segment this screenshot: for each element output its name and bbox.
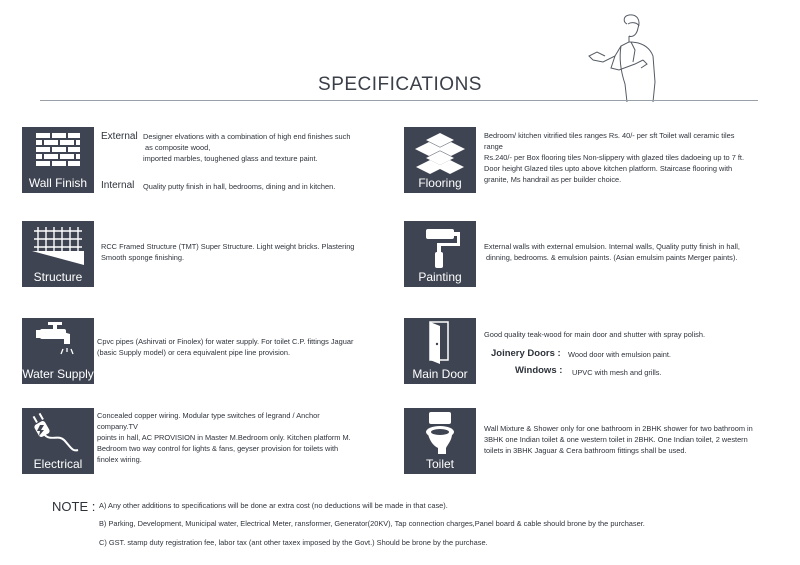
flooring-text: Bedroom/ kitchen vitrified tiles ranges Rs. 40/- per sft Toilet wall ceramic tiles range Rs.240/- per Box flooring tiles Non-slippery with glazed tiles dadoeing up to 7 ft. Door height Glazed tiles upto above kitchen platform. Staircase flooring with granite, Ms handrail as per builder choice. xyxy=(484,131,745,184)
main-door-caption: Main Door xyxy=(412,367,468,381)
main-door-text: Good quality teak-wood for main door and shutter with spray polish. xyxy=(484,330,706,339)
electrical-tile xyxy=(22,408,94,474)
structure-tile xyxy=(22,221,94,287)
wall-finish-caption: Wall Finish xyxy=(28,176,88,190)
toilet-tile xyxy=(404,408,476,474)
note-a: A) Any other additions to specifications will be done ar extra cost (no deductions will be made in that case). xyxy=(99,501,448,510)
windows-text: UPVC with mesh and grills. xyxy=(572,368,662,377)
water-supply-text: Cpvc pipes (Ashirvati or Finolex) for water supply. For toilet C.P. fittings Jaguar (basic Supply model) or cera equivalent pipe line provision. xyxy=(97,337,354,357)
external-text: Designer elvations with a combination of high end finishes such as composite wood, imported marbles, toughened glass and texture paint. xyxy=(143,132,351,163)
external-label: External xyxy=(101,131,138,142)
main-door-tile xyxy=(404,318,476,384)
flooring-caption: Flooring xyxy=(418,176,462,190)
note-c: C) GST. stamp duty registration fee, labor tax (ant other taxex imposed by the Govt.) Should be brone by the purchase. xyxy=(99,538,488,547)
wall-finish-tile xyxy=(22,127,94,193)
electrical-text: Concealed copper wiring. Modular type switches of legrand / Anchor company.TV points in hall, AC PROVISION in Master M.Bedroom only. Kitchen platform M. Bedroom two way control for lights & fans, geyser provision for toilets with finolex wiring. xyxy=(97,411,351,464)
toilet-caption: Toilet xyxy=(425,457,454,471)
internal-text: Quality putty finish in hall, bedrooms, dining and in kitchen. xyxy=(143,182,336,191)
water-supply-caption: Water Supply xyxy=(22,367,94,381)
title-divider xyxy=(40,100,758,101)
joinery-doors-label: Joinery Doors : xyxy=(491,348,561,359)
structure-text: RCC Framed Structure (TMT) Super Structure. Light weight bricks. Plastering Smooth sponge finishing. xyxy=(101,242,355,262)
painting-tile xyxy=(404,221,476,287)
note-b: B) Parking, Development, Municipal water, Electrical Meter, ransformer, Generator(20KV), Tap connection charges,Panel board & cable should brone by the purchaser. xyxy=(99,519,645,528)
flooring-tile xyxy=(404,127,476,193)
structure-caption: Structure xyxy=(33,270,83,284)
internal-label: Internal xyxy=(101,180,135,191)
electrical-caption: Electrical xyxy=(33,457,83,471)
page-title: SPECIFICATIONS xyxy=(318,74,482,95)
painting-caption: Painting xyxy=(418,270,462,284)
painting-text: External walls with external emulsion. Internal walls, Quality putty finish in hall, dinning, bedrooms. & emulsion paints. (Asian emulsim paints Merger paints). xyxy=(484,242,740,262)
note-heading: NOTE : xyxy=(52,499,96,514)
windows-label: Windows : xyxy=(515,365,563,376)
water-supply-tile xyxy=(22,318,94,384)
joinery-doors-text: Wood door with emulsion paint. xyxy=(568,350,671,359)
toilet-text: Wall Mixture & Shower only for one bathroom in 2BHK shower for two bathroom in 3BHK one Indian toilet & one western toilet in 2BHK. One Indian toilet, 2 western toilets in 3BHK Jaguar & Cera bathroom fittings shall be used. xyxy=(484,424,753,455)
